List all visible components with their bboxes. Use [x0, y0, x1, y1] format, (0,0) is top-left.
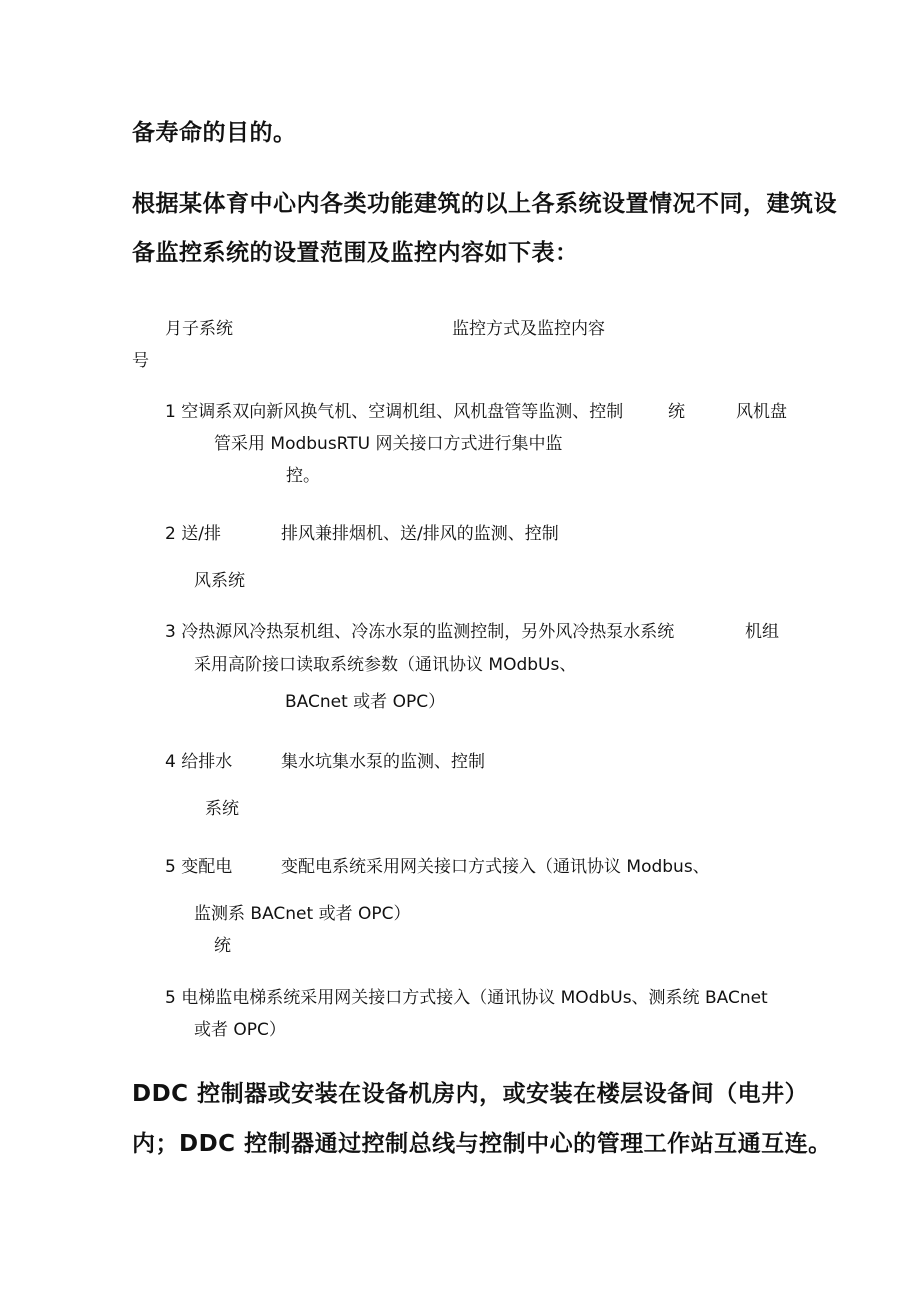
row-cell: 变配电系统采用网关接口方式接入（通讯协议 Modbus、 — [281, 857, 710, 877]
row-cell: 统 — [214, 936, 231, 956]
row-cell: 排风兼排烟机、送/排风的监测、控制 — [281, 524, 559, 544]
intro-line-1: 备寿命的目的。 — [132, 120, 297, 146]
row-cell: 4 给排水 — [165, 752, 233, 772]
row-cell: 风机盘 — [736, 402, 787, 422]
row-cell: 5 电梯监电梯系统采用网关接口方式接入（通讯协议 MOdbUs、测系统 BACnet — [165, 988, 768, 1008]
intro-line-2: 根据某体育中心内各类功能建筑的以上各系统设置情况不同，建筑设 — [132, 191, 837, 217]
row-cell: 5 变配电 — [165, 857, 233, 877]
row-cell: 机组 — [745, 622, 779, 642]
row-cell: 监测系 BACnet 或者 OPC） — [194, 904, 411, 924]
outro-line-2: 内；DDC 控制器通过控制总线与控制中心的管理工作站互通互连。 — [132, 1131, 832, 1157]
header-content: 监控方式及监控内容 — [452, 319, 605, 339]
header-number-tail: 号 — [132, 351, 149, 371]
row-cell: 管采用 ModbusRTU 网关接口方式进行集中监 — [214, 434, 563, 454]
row-cell: BACnet 或者 OPC） — [285, 692, 446, 712]
row-cell: 2 送/排 — [165, 524, 221, 544]
row-cell: 集水坑集水泵的监测、控制 — [281, 752, 485, 772]
row-cell: 1 空调系双向新风换气机、空调机组、风机盘管等监测、控制 — [165, 402, 624, 422]
row-cell: 或者 OPC） — [194, 1020, 286, 1040]
row-cell: 3 冷热源风冷热泵机组、冷冻水泵的监测控制，另外风冷热泵水系统 — [165, 622, 675, 642]
intro-line-3: 备监控系统的设置范围及监控内容如下表： — [132, 240, 579, 266]
row-cell: 风系统 — [194, 571, 245, 591]
row-cell: 系统 — [205, 799, 239, 819]
outro-line-1: DDC 控制器或安装在设备机房内，或安装在楼层设备间（电井） — [132, 1081, 809, 1107]
row-cell: 采用高阶接口读取系统参数（通讯协议 MOdbUs、 — [194, 655, 577, 675]
row-cell: 控。 — [286, 466, 320, 486]
row-cell: 统 — [668, 402, 685, 422]
header-number-system: 月子系统 — [165, 319, 233, 339]
